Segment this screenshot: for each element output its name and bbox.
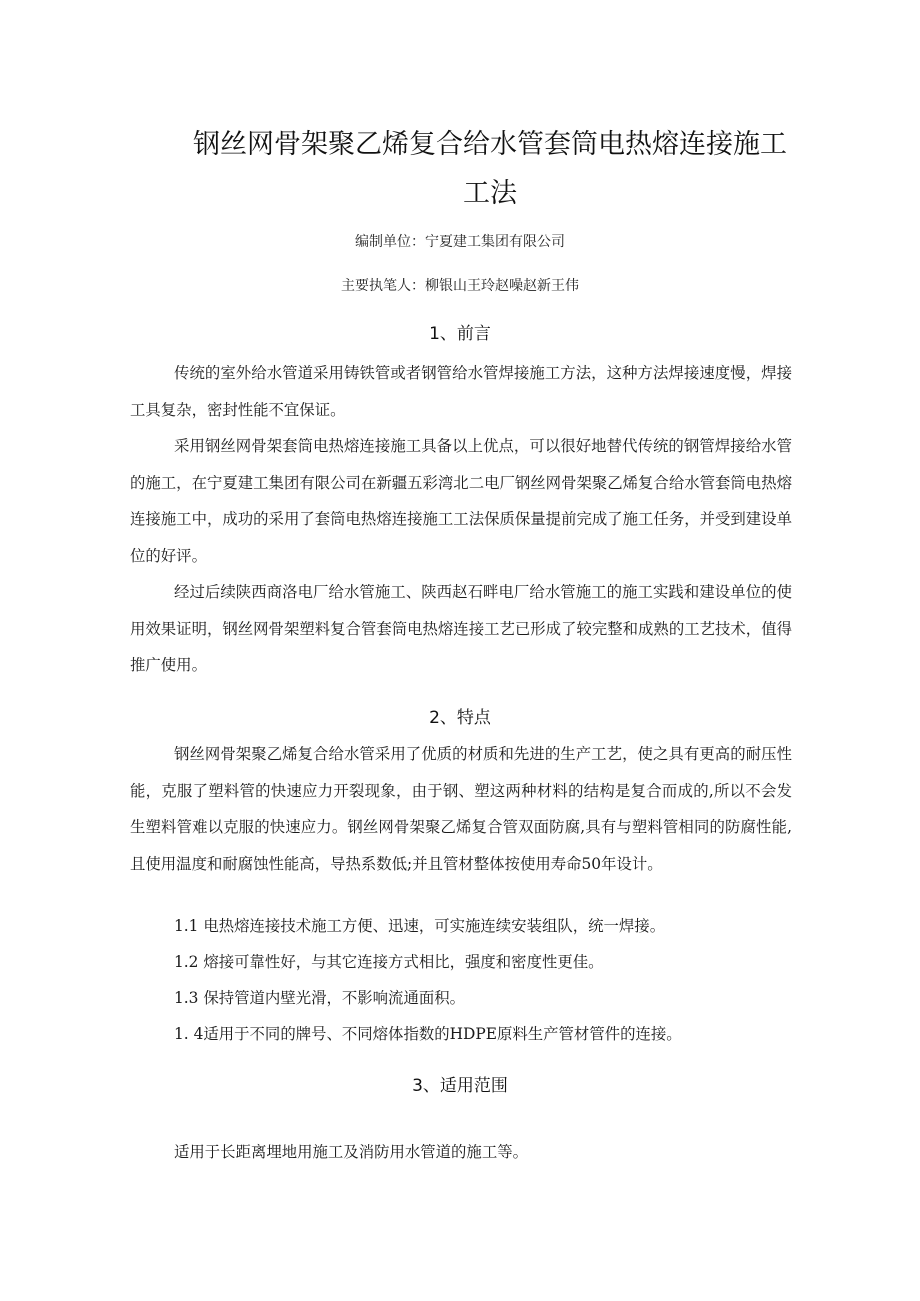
section-heading-preface: 1、前言 — [429, 324, 491, 344]
preface-paragraph-3: 经过后续陕西商洛电厂给水管施工、陕西赵石畔电厂给水管施工的施工实践和建设单位的使用效果证明，钢丝网骨架塑料复合管套筒电热熔连接工艺已形成了较完整和成熟的工艺技术，值得推广使用。 — [130, 583, 792, 674]
feature-item-1-1: 1.1 电热熔连接技术施工方便、迅速，可实施连续安装组队，统一焊接。 — [174, 917, 666, 935]
features-paragraph: 钢丝网骨架聚乙烯复合给水管采用了优质的材质和先进的生产工艺，使之具有更高的耐压性能，克服了塑料管的快速应力开裂现象，由于钢、塑这两种材料的结构是复合而成的,所以不会发生塑料管难以克服的快速应力。钢丝网骨架聚乙烯复合管双面防腐,具有与塑料管相同的防腐性能,且使用温度和耐腐蚀性能高，导热系数低;并且管材整体按使用寿命50年设计。 — [130, 745, 792, 873]
document-title-line-2: 工法 — [463, 178, 517, 209]
document-title-line-1: 钢丝网骨架聚乙烯复合给水管套筒电热熔连接施工 — [193, 129, 787, 160]
compiling-organization: 编制单位：宁夏建工集团有限公司 — [355, 234, 565, 250]
preface-paragraph-2: 采用钢丝网骨架套筒电热熔连接施工具备以上优点，可以很好地替代传统的钢管焊接给水管的施工，在宁夏建工集团有限公司在新疆五彩湾北二电厂钢丝网骨架聚乙烯复合给水管套筒电热熔连接施工中，成功的采用了套筒电热熔连接施工工法保质保量提前完成了施工任务，并受到建设单位的好评。 — [130, 437, 792, 565]
feature-item-1-3: 1.3 保持管道内壁光滑，不影响流通面积。 — [174, 989, 466, 1007]
section-heading-features: 2、特点 — [429, 708, 491, 728]
feature-item-1-2: 1.2 熔接可靠性好，与其它连接方式相比，强度和密度性更佳。 — [174, 953, 604, 971]
feature-item-1-4: 1. 4适用于不同的牌号、不同熔体指数的HDPE原料生产管材管件的连接。 — [174, 1025, 682, 1043]
preface-paragraph-1: 传统的室外给水管道采用铸铁管或者钢管给水管焊接施工方法，这种方法焊接速度慢，焊接工具复杂，密封性能不宜保证。 — [130, 364, 792, 419]
scope-paragraph: 适用于长距离埋地用施工及消防用水管道的施工等。 — [174, 1143, 528, 1161]
section-heading-scope: 3、适用范围 — [412, 1076, 508, 1096]
main-authors: 主要执笔人：柳银山王玲赵噪赵新王伟 — [341, 278, 579, 294]
